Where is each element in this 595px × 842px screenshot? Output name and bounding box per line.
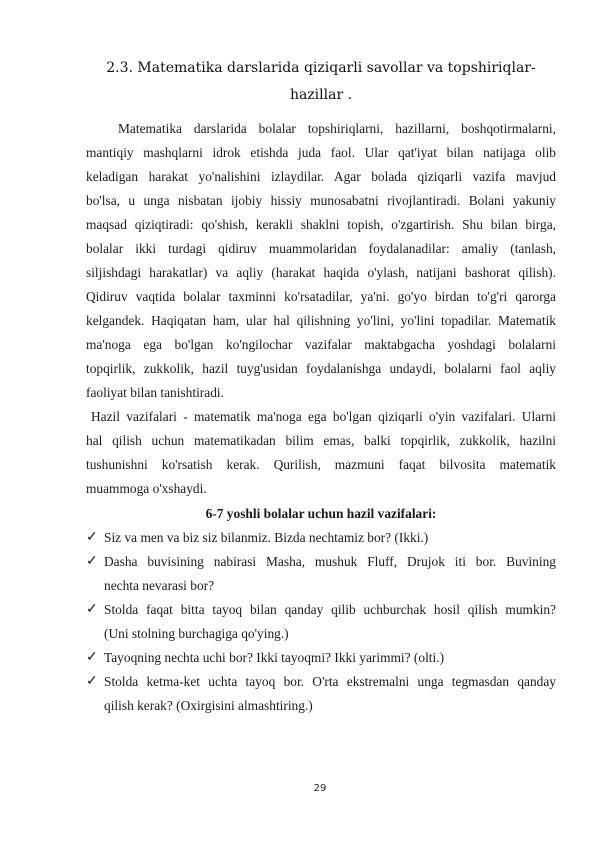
paragraph-1-line: faoliyat bilan tanishtiradi. — [86, 385, 224, 400]
paragraph-1-line: bo'lsa, u unga nisbatan ijobiy hissiy munosabatni rivojlantiradi. Bolani yakuniy — [86, 193, 556, 208]
subheading: 6-7 yoshli bolalar uchun hazil vazifalari: — [205, 506, 437, 521]
list-item: Tayoqning nechta uchi bor? Ikki tayoqmi? Ikki yarimmi? (olti.) — [104, 650, 445, 665]
paragraph-1-line: kelgandek. Haqiqatan ham, ular hal qilishning yo'lini, yo'lini topadilar. Matematik — [86, 313, 556, 328]
list-item-continuation: nechta nevarasi bor? — [104, 578, 215, 593]
list-item-continuation: qilish kerak? (Oxirgisini almashtiring.) — [104, 698, 313, 713]
list-item: Stolda faqat bitta tayoq bilan qanday qilib uchburchak hosil qilish mumkin? — [104, 602, 556, 617]
paragraph-1-line: mantiqiy mashqlarni idrok etishda juda faol. Ular qat'iyat bilan natijaga olib — [86, 145, 556, 160]
checkmark-icon: ✓ — [86, 650, 98, 665]
section-heading-line-1: 2.3. Matematika darslarida qiziqarli savollar va topshiriqlar- — [106, 60, 536, 76]
checkmark-icon: ✓ — [86, 554, 98, 569]
section-heading-line-2: hazillar . — [289, 87, 353, 103]
paragraph-1-line: Matematika darslarida bolalar topshiriqlarni, hazillarni, boshqotirmalarni, — [118, 121, 556, 136]
paragraph-2-line: Hazil vazifalari - matematik ma'noga ega bo'lgan qiziqarli o'yin vazifalari. Ularni — [91, 409, 556, 424]
list-item-continuation: (Uni stolning burchagiga qo'ying.) — [104, 626, 289, 641]
paragraph-1-line: topqirlik, zukkolik, hazil tuyg'usidan foydalanishga undaydi, bolalarni faol aqliy — [86, 361, 556, 376]
paragraph-1-line: keladigan harakat yo'nalishini izlaydilar. Agar bolada qiziqarli vazifa mavjud — [86, 169, 556, 184]
paragraph-1-line: bolalar ikki turdagi qidiruv muammolaridan foydalanadilar: amaliy (tanlash, — [86, 241, 556, 256]
list-item: Siz va men va biz siz bilanmiz. Bizda nechtamiz bor? (Ikki.) — [104, 530, 429, 545]
checkmark-icon: ✓ — [86, 602, 98, 617]
paragraph-2-line: hal qilish uchun matematikadan bilim emas, balki topqirlik, zukkolik, hazilni — [86, 433, 556, 448]
paragraph-1-line: maqsad qiziqtiradi: qo'shish, kerakli shaklni topish, o'zgartirish. Shu bilan birga, — [86, 217, 556, 232]
list-item: Stolda ketma-ket uchta tayoq bor. O'rta ekstremalni unga tegmasdan qanday — [104, 674, 556, 689]
page-number: 29 — [313, 783, 327, 794]
checkmark-icon: ✓ — [86, 674, 98, 689]
list-item: Dasha buvisining nabirasi Masha, mushuk Fluff, Drujok iti bor. Buvining — [104, 554, 556, 569]
checkmark-icon: ✓ — [86, 530, 98, 545]
paragraph-1-line: ma'noga ega bo'lgan ko'ngilochar vazifalar maktabgacha yoshdagi bolalarni — [86, 337, 556, 352]
paragraph-2-line: muammoga o'xshaydi. — [86, 481, 207, 496]
paragraph-1-line: Qidiruv vaqtida bolalar taxminni ko'rsatadilar, ya'ni. go'yo birdan to'g'ri qarorga — [86, 289, 556, 304]
paragraph-1-line: siljishdagi harakatlar) va aqliy (harakat haqida o'ylash, natijani bashorat qilish). — [86, 265, 556, 280]
paragraph-2-line: tushunishni ko'rsatish kerak. Qurilish, mazmuni faqat bilvosita matematik — [86, 457, 556, 472]
